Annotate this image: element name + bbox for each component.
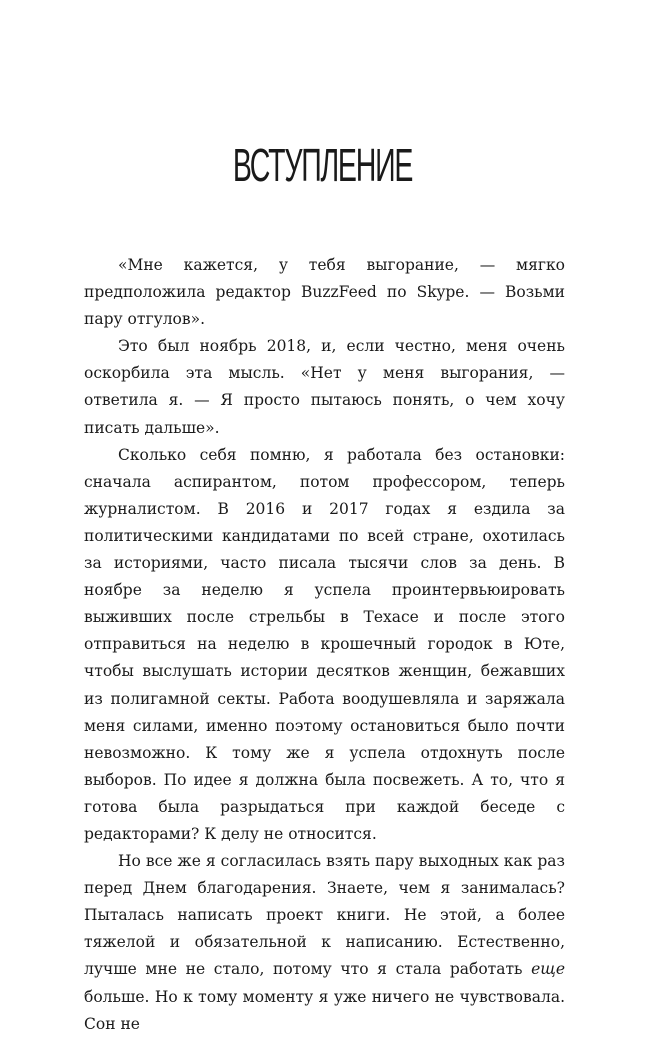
paragraph-3: Сколько себя помню, я работала без остановки: сначала аспирантом, потом профессором, теперь журналистом. В 2016 и 2017 годах я ездила за политическими кандидатами по всей стране, охотилась за историями, часто писала тысячи слов за день. В ноябре за неделю я успела проинтервьюировать выживших после стрельбы в Техасе и после этого отправиться на неделю в крошечный городок в Юте, чтобы выслушать истории десятков женщин, бежавших из полигамной секты. Работа воодушевляла и заряжала меня силами, именно поэтому остановиться было почти невозможно. К тому же я успела отдохнуть после выборов. По идее я должна была посвежеть. А то, что я готова была разрыдаться при каждой беседе с редакторами? К делу не относится.: [84, 445, 565, 843]
paragraph-4-before: Но все же я согласилась взять пару выходных как раз перед Днем благодарения. Знаете, чем я занималась? Пыталась написать проект книги. Не этой, а более тяжелой и обязательной к написанию. Естественно, лучше мне не стало, потому что я стала работать: [84, 852, 565, 979]
chapter-title: ВСТУПЛЕНИЕ: [232, 139, 413, 191]
paragraph-1: «Мне кажется, у тебя выгорание, — мягко предположила редактор BuzzFeed по Skype. — Возьми пару отгулов».: [84, 256, 565, 329]
body-text: [84, 252, 565, 1038]
paragraph-4-emphasis: еще: [531, 960, 565, 979]
paragraph-4-after: больше. Но к тому моменту я уже ничего не чувствовала. Сон не: [84, 987, 565, 1033]
paragraph-2: Это был ноябрь 2018, и, если честно, меня очень оскорбила эта мысль. «Нет у меня выгорания, — ответила я. — Я просто пытаюсь понять, о чем хочу писать дальше».: [84, 337, 565, 437]
paragraph-4: [84, 848, 565, 1038]
